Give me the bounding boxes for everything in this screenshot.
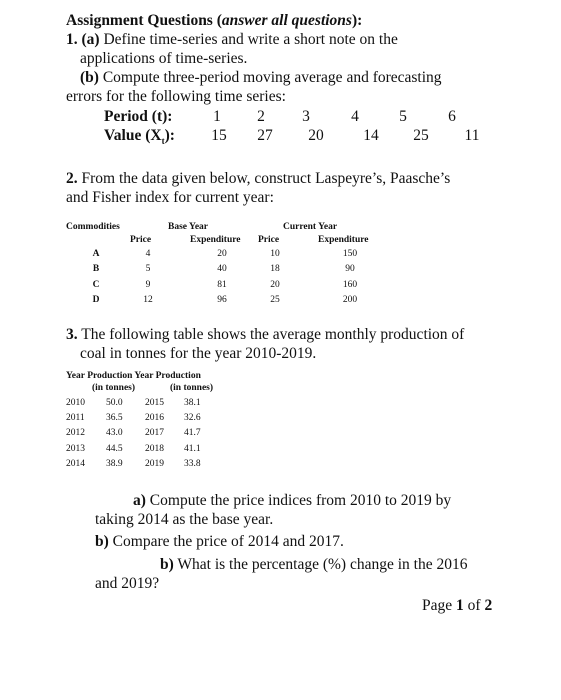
value-cell: 15 xyxy=(211,127,227,144)
production-cell: 41.1 xyxy=(184,444,201,454)
col-commodities: Commodities xyxy=(66,222,120,232)
production-cell: 36.5 xyxy=(106,413,123,423)
q1-b-text: Compute three-period moving average and forecasting xyxy=(102,69,442,86)
year-cell: 2012 xyxy=(66,428,85,438)
cur-exp-cell: 200 xyxy=(342,295,358,305)
cur-exp-cell: 160 xyxy=(342,280,358,290)
production-cell: 44.5 xyxy=(106,444,123,454)
value-label-close: ): xyxy=(164,127,175,144)
year-cell: 2010 xyxy=(66,398,85,408)
q2-text: From the data given below, construct Laspeyre’s, Paasche’s xyxy=(81,170,451,187)
q3-table-header: Year Production Year Production xyxy=(66,371,201,381)
q3-c-label: b) xyxy=(160,556,174,573)
q3-b-text: Compare the price of 2014 and 2017. xyxy=(112,533,344,550)
year-cell: 2016 xyxy=(145,413,164,423)
base-price-cell: 5 xyxy=(145,264,151,274)
q1-value-label xyxy=(104,127,175,146)
production-cell: 38.9 xyxy=(106,459,123,469)
q1-part-a-line1 xyxy=(66,31,398,49)
cur-price-cell: 25 xyxy=(270,295,280,305)
col-current-expenditure: Expenditure xyxy=(318,235,369,245)
q2-line2: and Fisher index for current year: xyxy=(66,189,274,206)
q1-a-text: Define time-series and write a short note on the xyxy=(103,31,398,48)
production-cell: 41.7 xyxy=(184,428,201,438)
base-exp-cell: 40 xyxy=(217,264,227,274)
heading-close: ): xyxy=(351,12,363,29)
commodity-cell: C xyxy=(92,280,100,290)
q3-unit-1: (in tonnes) xyxy=(92,383,136,393)
period-cell: 2 xyxy=(257,108,265,125)
value-cell: 14 xyxy=(363,127,379,144)
production-cell: 33.8 xyxy=(184,459,201,469)
q1-period-label: Period (t): xyxy=(104,108,173,125)
page-current: 1 xyxy=(456,597,464,614)
page-prefix: Page xyxy=(422,597,457,614)
q3-a-label: a) xyxy=(133,492,146,509)
q3-line1 xyxy=(66,326,464,344)
q1-part-a-line2: applications of time-series. xyxy=(80,50,248,67)
col-base-expenditure: Expenditure xyxy=(190,235,241,245)
value-subscript: t xyxy=(161,136,165,147)
col-base-year: Base Year xyxy=(168,222,209,232)
q3-b-label: b) xyxy=(95,533,109,550)
year-cell: 2018 xyxy=(145,444,164,454)
value-cell: 11 xyxy=(464,127,480,144)
col-base-price: Price xyxy=(130,235,152,245)
value-cell: 27 xyxy=(257,127,273,144)
production-cell: 43.0 xyxy=(106,428,123,438)
col-current-year: Current Year xyxy=(283,222,338,232)
period-cell: 6 xyxy=(448,108,456,125)
base-exp-cell: 81 xyxy=(217,280,227,290)
heading-emphasis: answer all questions xyxy=(221,12,352,29)
year-cell: 2014 xyxy=(66,459,85,469)
cur-price-cell: 20 xyxy=(270,280,280,290)
value-cell: 25 xyxy=(413,127,429,144)
q1-part-b-line2: errors for the following time series: xyxy=(66,88,286,105)
cur-exp-cell: 90 xyxy=(345,264,355,274)
page-of: of xyxy=(463,597,485,614)
base-price-cell: 12 xyxy=(143,295,153,305)
period-cell: 1 xyxy=(213,108,221,125)
commodity-cell: B xyxy=(92,264,100,274)
year-cell: 2017 xyxy=(145,428,164,438)
cur-exp-cell: 150 xyxy=(342,249,358,259)
base-exp-cell: 96 xyxy=(217,295,227,305)
col-current-price: Price xyxy=(258,235,280,245)
page-total: 2 xyxy=(484,597,493,614)
cur-price-cell: 10 xyxy=(270,249,280,259)
q3-text: The following table shows the average monthly production of xyxy=(81,326,465,343)
q3-number: 3. xyxy=(66,326,78,343)
period-cell: 4 xyxy=(351,108,359,125)
base-price-cell: 9 xyxy=(145,280,151,290)
year-cell: 2013 xyxy=(66,444,85,454)
q3-part-a-line1 xyxy=(133,492,451,510)
q3-c-text: What is the percentage (%) change in the 2016 xyxy=(177,556,468,573)
heading-text: Assignment Questions ( xyxy=(66,12,222,29)
commodity-cell: D xyxy=(92,295,100,305)
cur-price-cell: 18 xyxy=(270,264,280,274)
production-cell: 38.1 xyxy=(184,398,201,408)
q3-part-c-line2: and 2019? xyxy=(95,575,160,592)
page-number xyxy=(422,597,492,615)
base-exp-cell: 20 xyxy=(217,249,227,259)
base-price-cell: 4 xyxy=(145,249,151,259)
value-cell: 20 xyxy=(308,127,324,144)
commodity-cell: A xyxy=(92,249,100,259)
value-label-text: Value (X xyxy=(104,127,162,144)
period-cell: 5 xyxy=(399,108,407,125)
q1-part-b-line1 xyxy=(80,69,442,87)
production-cell: 32.6 xyxy=(184,413,201,423)
q3-line2: coal in tonnes for the year 2010-2019. xyxy=(80,345,317,362)
q2-line1 xyxy=(66,170,450,188)
q3-a-text: Compute the price indices from 2010 to 2019 by xyxy=(149,492,452,509)
q1-b-label: (b) xyxy=(80,69,99,86)
q3-part-b-line1 xyxy=(95,533,344,551)
period-cell: 3 xyxy=(302,108,310,125)
q2-number: 2. xyxy=(66,170,78,187)
year-cell: 2015 xyxy=(145,398,164,408)
q3-unit-2: (in tonnes) xyxy=(170,383,214,393)
q1-number: 1. xyxy=(66,31,78,48)
year-cell: 2019 xyxy=(145,459,164,469)
q3-part-a-line2: taking 2014 as the base year. xyxy=(95,511,274,528)
assignment-heading xyxy=(66,12,362,30)
production-cell: 50.0 xyxy=(106,398,123,408)
year-cell: 2011 xyxy=(66,413,85,423)
q3-part-c-line1 xyxy=(160,556,467,574)
q1-a-label: (a) xyxy=(81,31,100,48)
